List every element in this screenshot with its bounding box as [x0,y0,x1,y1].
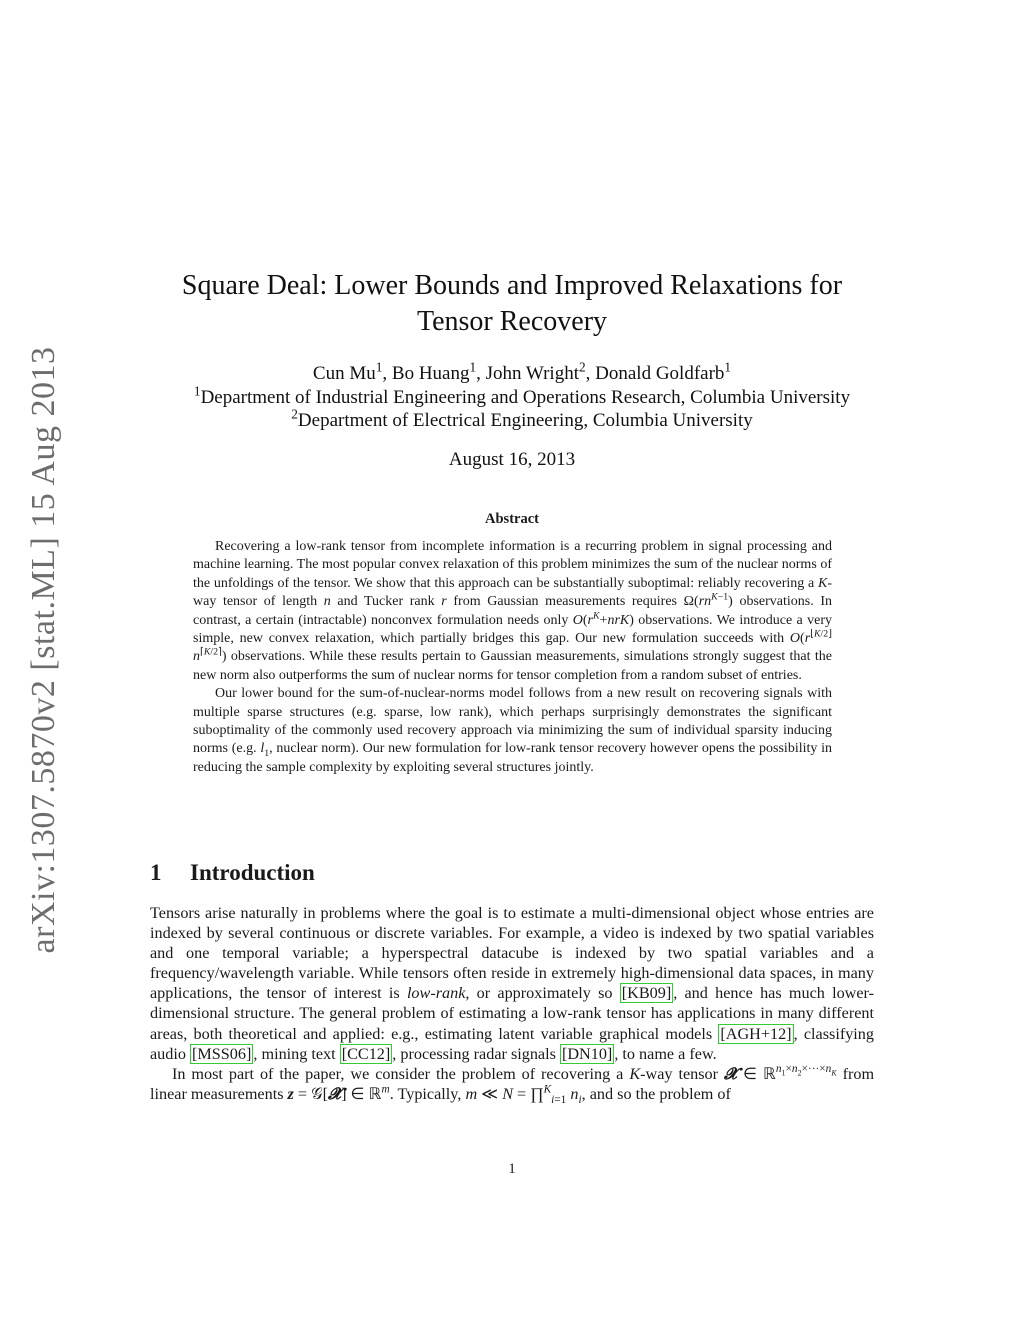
affiliation-1: $^1$Department of Industrial Engineering and Operations Research, Columbia University [193,383,851,408]
citation-link[interactable]: [AGH+12] [720,1024,792,1043]
abstract-paragraph: Our lower bound for the sum-of-nuclear-norms model follows from a new result on recovering signals with multiple sparse structures (e.g. sparse, low rank), which perhaps surprisingly demonstrates the significant suboptimality of the commonly used recovery approach via minimizing the sum of individual sparsity inducing norms (e.g. $l_1$, nuclear norm). Our new formulation for low-rank tensor recovery however opens the possibility in reducing the sample complexity by exploiting several structures jointly. [193,686,832,775]
page-number: 1 [508,1161,516,1177]
arxiv-identifier: arXiv:1307.5870v2 [stat.ML] 15 Aug 2013 [25,346,62,954]
intro-paragraph: Tensors arise naturally in problems where the goal is to estimate a multi-dimensional object whose entries are indexed by several continuous or discrete variables. For example, a video is indexed by two spatial variables and one temporal variable; a hyperspectral datacube is indexed by two spatial variables and a frequency/wavelength variable. While tensors often reside in extremely high-dimensional data spaces, in many applications, the tensor of interest is low-rank, or approximately so [KB09] , and hence has much lower-dimensional structure. The general problem of estimating a low-rank tensor has applications in many different areas, both theoretical and applied: e.g., estimating latent variable graphical models [AGH+12] , classifying audio [MSS06] , mining text [CC12] , processing radar signals [DN10] , to name a few. [150,904,875,1063]
author-names: Cun Mu$^1$, Bo Huang$^1$, John Wright$^2$, Donald Goldfarb$^1$ [312,359,732,384]
paper-title [150,268,874,340]
paper-date: August 16, 2013 [448,449,576,470]
section-heading [150,860,315,886]
section-title: Introduction [190,860,315,885]
author-name: Bo Huang [391,363,470,384]
author-name: Cun Mu [312,363,376,384]
citation-link[interactable]: [DN10] [561,1044,613,1063]
title-line-2: Tensor Recovery [416,306,608,337]
intro-paragraph: In most part of the paper, we consider the problem of recovering a K-way tensor 𝓧 ∈ ℝ$^{n_1\times n_2\times\cdot\cdot\cdot\times n_K}$ from linear measurements z = 𝒢[𝓧] ∈ ℝ$^m$. Typically, m ≪ N = ∏$^K_{i=1}$ $n_i$, and so the problem of [150,1063,875,1107]
abstract-paragraph: Recovering a low-rank tensor from incomplete information is a recurring problem in signal processing and machine learning. The most popular convex relaxation of this problem minimizes the sum of the nuclear norms of the unfoldings of the tensor. We show that this approach can be substantially suboptimal: reliably recovering a K-way tensor of length n and Tucker rank r from Gaussian measurements requires $\Omega(rn^{K-1})$ observations. In contrast, a certain (intractable) nonconvex formulation needs only $O(r^K+nrK)$ observations. We introduce a very simple, new convex relaxation, which partially bridges this gap. Our new formulation succeeds with $O(r^{⌊K/2⌋}n^{⌈K/2⌉})$ observations. While these results pertain to Gaussian measurements, simulations strongly suggest that the new norm also outperforms the sum of nuclear norms for tensor completion from a random subset of entries. [193,539,833,683]
author-name: Donald Goldfarb [595,363,725,384]
introduction-body [150,903,875,1107]
abstract-body [193,538,832,777]
title-line-1: Square Deal: Lower Bounds and Improved Relaxations for [181,270,843,301]
section-number: 1 [150,860,162,885]
citation-link[interactable]: [CC12] [341,1044,391,1063]
author-name: John Wright [485,363,579,384]
citation-link[interactable]: [KB09] [621,984,672,1003]
author-block [140,359,904,433]
abstract-heading: Abstract [485,511,539,527]
citation-link[interactable]: [MSS06] [192,1044,252,1063]
affiliation-2: $^2$Department of Electrical Engineering, Columbia University [291,406,753,431]
